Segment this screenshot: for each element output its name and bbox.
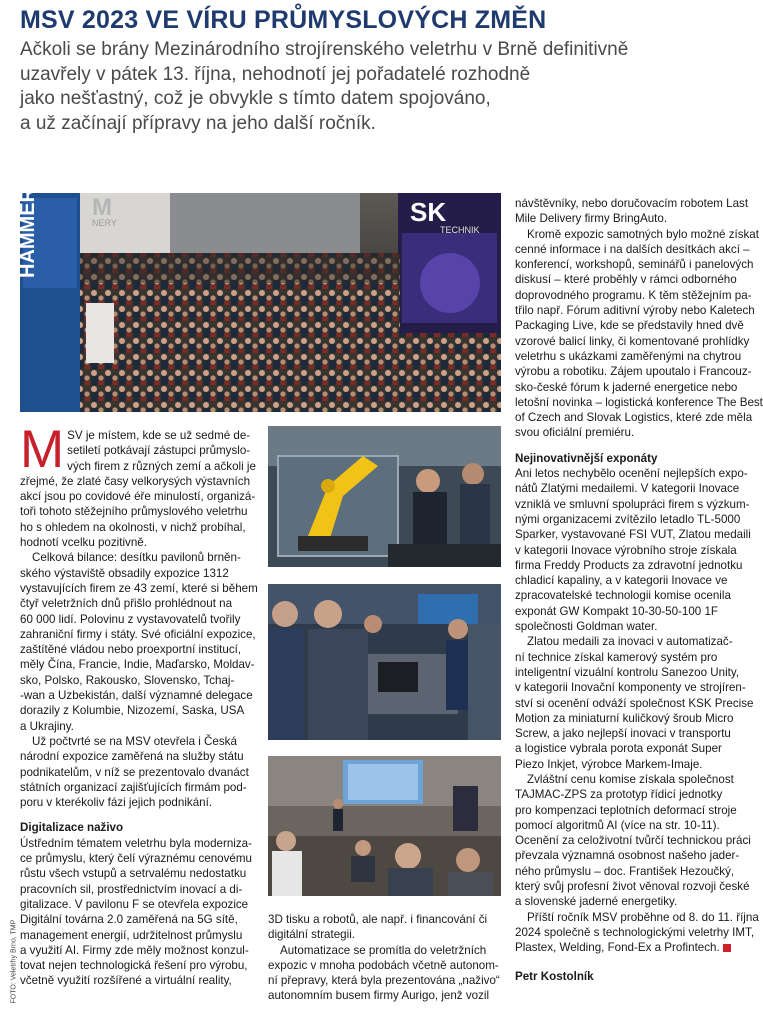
col2-paragraph-2 [268,943,508,1004]
text-line: letošní novinka – logistická konference The Best [515,395,763,409]
text-line: a využití AI. Firmy zde měly možnost konzul- [20,943,249,957]
col3-paragraph-5 [515,772,751,910]
lead-line: uzavřely v pátek 13. října, nehodnotí jej pořadatelé rozhodně [20,63,531,85]
text-line: pracovních sil, prostřednictvím inovací a di- [20,882,243,896]
text-line: inteligentní vizuální kontrolu Sanezoo Unity, [515,665,740,679]
text-line: národní expozice zaměřená na služby státu [20,750,244,764]
col3-paragraph-4 [515,634,754,772]
text-line: třilo např. Fórum aditivní výroby nebo Kaletech [515,304,755,318]
text-line: a Ukrajiny. [20,719,74,733]
text-line: doprovodného programu. K těm stěžejním pa- [515,288,752,302]
text-line: a logistice vybrala porota exponát Super [515,742,722,756]
dropcap: M [20,420,65,479]
lead-line: Ačkoli se brány Mezinárodního strojírenského veletrhu v Brně definitivně [20,39,629,60]
photo-robot-arm [268,426,501,567]
text-line: nými organizacemi zvítězilo letadlo TL-5000 [515,512,741,526]
text-line: ného průmyslu – doc. František Hezoučký, [515,864,735,878]
text-line: Příští ročník MSV proběhne od 8. do 11. října [527,910,759,924]
text-line: nátů Zlatými medailemi. V kategorii Inovace [515,482,740,496]
column-3 [515,196,763,984]
text-line: vystavujících firem ze 43 zemí, které si během [20,581,258,595]
text-line: Digitální továrna 2.0 zaměřená na 5G sítě, [20,913,238,927]
text-line: dorazily z Kolumbie, Nizozemí, Saska, USA [20,704,245,718]
text-line: management energií, udržitelnost průmyslu [20,928,243,942]
text-line: konferencí, workshopů, seminářů i panelových [515,258,754,272]
text-line: včetně využití rozšířené a virtuální reality, [20,974,232,988]
text-line: hodnotí vcelku pozitivně. [20,536,147,550]
text-line: Zvláštní cenu komise získala společnost [527,772,734,786]
text-line: návštěvníky, nebo doručovacím robotem Last [515,197,749,210]
text-line: zpracovatelské technologii komise ocenila [515,589,731,603]
column-2 [268,912,508,1004]
col1-paragraph-2 [20,550,260,734]
text-line: diskusí – které proběhly v rámci odborného [515,273,737,287]
text-line: čtyř veletržních dnů přišlo prohlédnout na [20,597,233,611]
text-line: podnikatelům, v níž se prezentovalo dvanáct [20,765,249,779]
text-line: sko-české fórum k jaderné energetice nebo [515,380,738,394]
text-line: firma Freddy Products za zdravotní jednotku [515,558,743,572]
text-line: Plastex, Welding, Fond-Ex a Profintech. [515,940,747,955]
text-line: státních organizací zajišťujících firmám pod- [20,780,247,794]
text-line: toři tohoto stěžejního průmyslového veletrhu [20,505,248,519]
text-line: ní přepravy, která byla prezentována „naživo“ [268,974,500,988]
col3-paragraph-2 [515,227,763,441]
text-line: Automatizace se promítla do veletržních [280,943,487,957]
text-line: 3D tisku a robotů, ale např. i financování či [268,913,488,926]
text-line: Ústředním tématem veletrhu byla moderniza- [20,836,252,850]
text-line: zřejmé, že zlaté časy velkorysých výstavních [20,474,251,488]
text-line: Sparker, vystavované FSI VUT, Zlatou medaili [515,528,751,542]
text-line: expozic v mnoha podobách včetně autonom- [268,958,499,972]
text-line: Motion za miniaturní kuličkový šroub Micro [515,711,734,725]
col2-paragraph-1 [268,912,508,943]
text-line: setiletí potkávají zástupci průmyslo- [67,444,251,458]
col1-paragraph-3 [20,734,260,810]
text-line: TAJMAC-ZPS za prototyp řídicí jednotky [515,788,723,802]
text-line: Screw, a jako nejlepší inovaci v transportu [515,727,731,741]
col3-paragraph-3 [515,466,751,634]
text-line: vých firem z různých zemí a ačkoli je [67,459,256,473]
text-line: 60 000 lidí. Polovinu z vystavovatelů tvořily [20,612,241,626]
text-line: růstu všech vstupů a setrvalému nedostatku [20,867,247,881]
end-mark [723,944,731,952]
text-line: pro kompenzaci teplotních deformací stroje [515,803,737,817]
text-line: v kategorii Inovace výrobního stroje získala [515,543,737,557]
text-line: zahraniční firmy i státy. Své oficiální expozice, [20,627,256,641]
col3-paragraph-6 [515,910,759,956]
article-title: MSV 2023 VE VÍRU PRŮMYSLOVÝCH ZMĚN [20,6,547,34]
sign-faded: M [92,194,112,221]
text-line: který svůj profesní život věnoval rozvoji české [515,880,750,894]
photo-conference [268,756,501,896]
photo-credit: FOTO: Veletrhy Brno, TMP [10,919,18,1004]
text-line: převzala významná osobnost našeho jader- [515,849,740,863]
column-1 [20,420,260,989]
text-line: tovat nejen technologická řešení pro výrobu, [20,959,248,973]
text-line: Ani letos nechybělo ocenění nejlepších expo- [515,467,748,481]
text-line: Zlatou medaili za inovaci v automatizač- [527,635,733,649]
text-line: Packaging Live, kde se představily hned dvě [515,319,744,333]
col1-subheading: Digitalizace naživo [20,821,124,835]
text-line: -wan a Uzbekistán, další významné delegace [20,689,253,703]
lead-line: jako nešťastný, což je obvykle s tímto datem spojováno, [20,88,491,109]
text-line: SV je místem, kde se už sedmé de- [67,429,251,442]
sign-faded-sub: NERY [92,218,117,228]
col3-paragraph-1 [515,196,747,227]
lead-line: a už začínají přípravy na jeho další ročník. [20,112,376,134]
text-line: Ocenění za celoživotní tvůrčí technickou práci [515,834,751,848]
text-line: a slovenské jaderné energetiky. [515,895,678,909]
text-line: of Czech and Slovak Logistics, které zde měla [515,411,753,425]
photo-visitors-stand [268,584,501,740]
text-line: vzniklá ve smluvní spolupráci firem s výzkum- [515,497,750,511]
article-lead [20,38,742,136]
text-line: Už počtvrté se na MSV otevřela i Česká [32,734,237,748]
text-line: Celková bilance: desítku pavilonů brněn- [32,551,241,565]
text-line: Kromě expozic samotných bylo možné získat [527,227,759,241]
author: Petr Kostolník [515,969,594,983]
text-line: ce průmyslu, který čelí výraznému cenovému [20,852,252,866]
sign-sk: SK [410,197,447,227]
photo-exhibition-crowd [17,188,501,412]
text-line: cenné informace i na dalších desítkách akcí – [515,242,750,256]
text-line: v kategorii Inovační komponenty ve strojíren- [515,681,746,695]
text-line: Piezo Inkjet, výrobce Markem-Imaje. [515,757,703,771]
text-line: sko, Polsko, Rakousko, Slovensko, Tchaj- [20,673,235,687]
sign-technik: TECHNIK [440,225,480,235]
text-line: poru v kterékoliv fázi jejich podnikání. [20,796,213,810]
text-line: ho s ohledem na okolnosti, v nichž probíhal, [20,520,246,534]
text-line: chladicí kapaliny, a v kategorii Inovace ve [515,574,728,588]
text-line: vzorové balicí linky, či komentované prohlídky [515,334,750,348]
col3-subheading: Nejinovativnější exponáty [515,451,658,465]
text-line: pomocí algoritmů AI (více na str. 10-11). [515,818,720,832]
text-line: společnosti Goldman water. [515,620,658,634]
text-line: ní technice získal kamerový systém pro [515,650,718,664]
text-line: Mile Delivery firmy BringAuto. [515,212,668,226]
text-line: digitální strategii. [268,928,355,942]
text-line: veletrhu s ukázkami zaměřenými na chytrou [515,349,742,363]
text-line: akcí jsou po covidové éře minulostí, organizá- [20,490,256,504]
col1-paragraph-4 [20,836,260,989]
text-line: autonomním busem firmy Aurigo, jenž vozil [268,989,490,1003]
text-line: gitalizace. V pavilonu F se otevřela expozice [20,897,249,911]
text-line: ského výstaviště obsadily expozice 1312 [20,566,229,580]
text-line: 2024 společně s technologickými veletrhy IMT, [515,925,755,939]
text-line: svou oficiální premiéru. [515,426,635,440]
text-line: exponát GW Kompakt 10-30-50-100 1F [515,604,718,618]
text-line: měly Čína, Francie, Indie, Maďarsko, Moldav- [20,658,255,672]
text-line: výrobu a robotiku. Zájem upoutalo i Francouz- [515,365,752,379]
sign-hammer: HAMMER [17,188,39,278]
text-line: ství si ocenění odváží společnost KSK Precise [515,696,754,710]
text-line: zaštítěné vládou nebo proexportní institucí, [20,643,242,657]
